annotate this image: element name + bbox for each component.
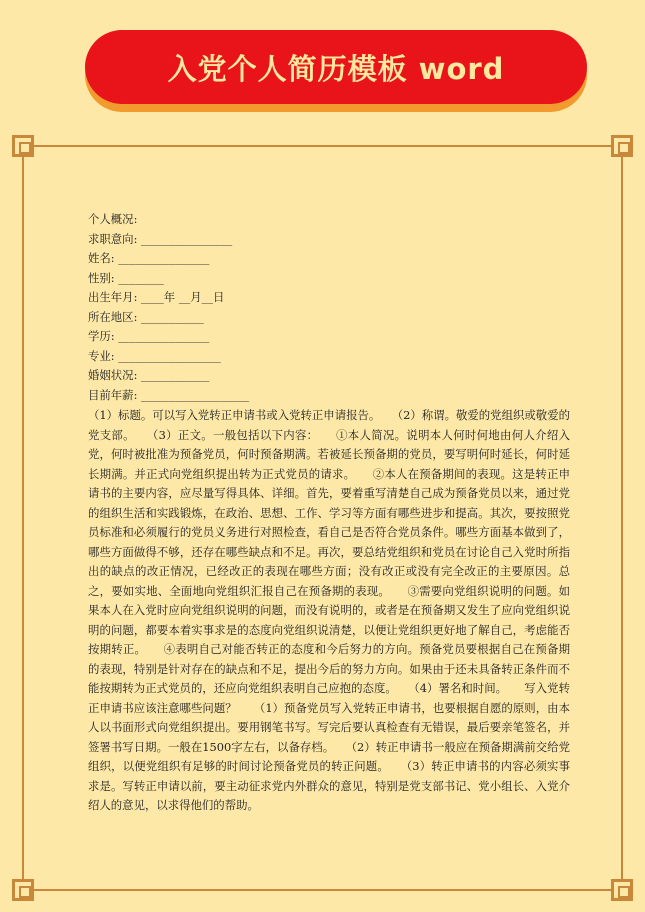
field-major: 专业: __________________ bbox=[88, 348, 221, 363]
resume-content bbox=[88, 210, 570, 816]
field-job-intention: 求职意向: ________________ bbox=[88, 231, 233, 246]
frame-corner-ornament bbox=[12, 135, 34, 157]
frame-corner-ornament bbox=[12, 879, 34, 901]
body-paragraph: （1）标题。可以写入党转正申请书或入党转正申请报告。 （2）称谓。敬爱的党组织或敬爱的党支部。 （3）正文。一般包括以下内容： ①本人简况。说明本人何时何地由何人介绍入党，何时被批准为预备党员，何时预备期满。若被延长预备期的党员，要写明何时延长，何时延长期满。并正式向党组织提出转为正式党员的请求。 ②本人在预备期间的表现。这是转正申请书的主要内容，应尽量写得具体、详细。首先，要着重写清楚自己成为预备党员以来，通过党的组织生活和实践锻炼，在政治、思想、工作、学习等方面有哪些进步和提高。其次，要按照党员标准和必须履行的党员义务进行对照检查，看自己是否符合党员条件。哪些方面基本做到了，哪些方面做得不够，还存在哪些缺点和不足。再次，要总结党组织和党员在讨论自己入党时所指出的缺点的改正情况，已经改正的表现在哪些方面；没有改正或没有完全改正的主要原因。总之，要如实地、全面地向党组织汇报自己在预备期的表现。 ③需要向党组织说明的问题。如果本人在入党时应向党组织说明的问题，而没有说明的，或者是在预备期又发生了应向党组织说明的问题，都要本着实事求是的态度向党组织说清楚，以便让党组织更好地了解自己，考虑能否按期转正。 ④表明自己对能否转正的态度和今后努力的方向。预备党员要根据自己在预备期的表现，特别是针对存在的缺点和不足，提出今后的努力方向。如果由于还未具备转正条件而不能按期转为正式党员的，还应向党组织表明自己应抱的态度。 （4）署名和时间。 写入党转正申请书应该注意哪些问题？ （1）预备党员写入党转正申请书，也要根据自愿的原则，由本人以书面形式向党组织提出。要用钢笔书写。写完后要认真检查有无错误，最后要亲笔签名，并签署书写日期。一般在1500字左右，以备存档。 （2）转正申请书一般应在预备期满前交给党组织，以便党组织有足够的时间讨论预备党员的转正问题。 （3）转正申请书的内容必须实事求是。写转正申请以前，要主动征求党内外群众的意见，特别是党支部书记、党小组长、入党介绍人的意见，以求得他们的帮助。 bbox=[88, 408, 570, 812]
field-name: 姓名: ________________ bbox=[88, 251, 210, 265]
frame-corner-ornament bbox=[611, 135, 633, 157]
page-title: 入党个人简历模板 word bbox=[167, 51, 505, 86]
title-banner bbox=[85, 30, 587, 104]
field-current-salary: 目前年薪: ___________________ bbox=[88, 387, 250, 402]
field-birth-date: 出生年月: ____年 __月__日 bbox=[88, 290, 225, 304]
field-region: 所在地区: ___________ bbox=[88, 309, 204, 324]
field-overview: 个人概况: bbox=[88, 212, 138, 226]
field-marital-status: 婚姻状况: ____________ bbox=[88, 368, 210, 382]
frame-corner-ornament bbox=[611, 879, 633, 901]
field-gender: 性别: ________ bbox=[88, 270, 164, 285]
field-education: 学历: ________________ bbox=[88, 329, 210, 343]
